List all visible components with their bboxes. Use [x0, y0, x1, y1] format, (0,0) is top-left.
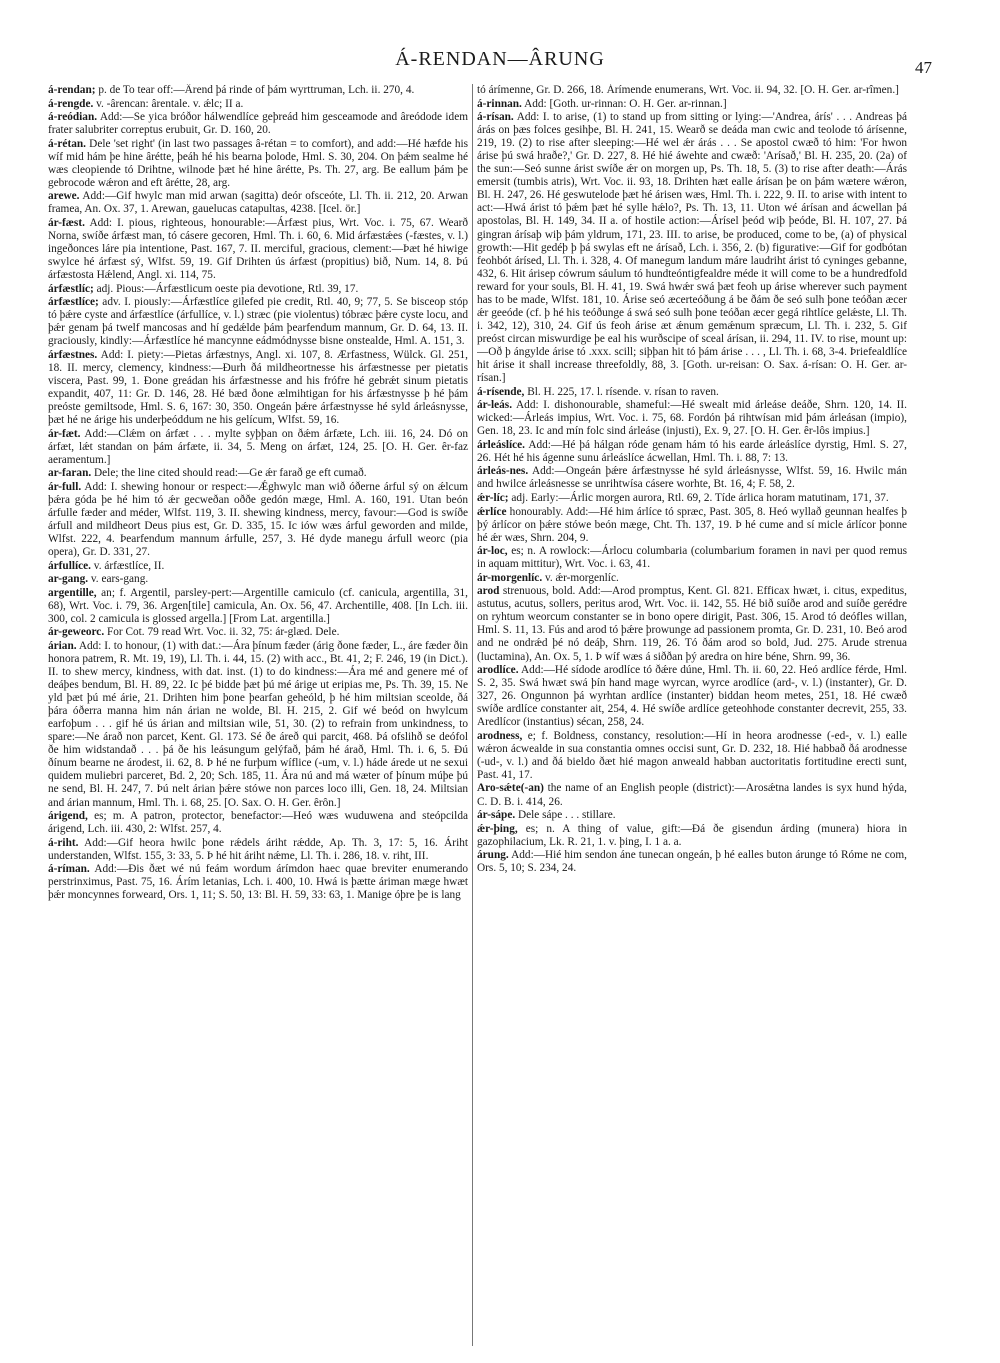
entry-text: e; f. Boldness, constancy, resolution:—Hí in heora arodnesse (-ed-, v. l.) ealle wǽron ácwealde in sua constantia omnes occisi sunt, Gr. D. 232, 18. Hié habbað ðá arodnesse (-ud-, v. l.) and ðá bieldo ðæt hié magon anweald habban auctoritatis fortitudine erecti sunt, Past. 41, 17.: [477, 729, 907, 781]
dictionary-entry: [48, 296, 468, 348]
dictionary-entry: [477, 545, 907, 571]
dictionary-entry: [48, 98, 468, 111]
entry-headword: ǽr-þing,: [477, 822, 518, 835]
entry-headword: arod: [477, 585, 500, 598]
entry-text: es; n. A thing of value, gift:—Ðá ðe gisendun árding (munera) hiora in gazophilacium, Lk. R. 21, 1. v. þing, I. 1 a. a.: [477, 822, 907, 848]
entry-headword: ar-gang.: [48, 573, 89, 586]
entry-text: Add:—Hé þá hálgan róde genam hám tó his earde árleáslíce dyrstig, Hml. S. 27, 26. Hét hé his ágenne sunu árleáslíce ácwellan, Hml. Th. i. 88, 7: 13.: [477, 438, 907, 464]
dictionary-entry: [48, 84, 468, 97]
entry-headword: árfæstnes.: [48, 348, 98, 361]
dictionary-entry: [477, 399, 907, 438]
entry-headword: á-rísan.: [477, 111, 514, 124]
entry-text: Add:—Clǽm on árfæt . . . mylte syþþan on ðǽm árfæte, Lch. iii. 16, 24. Dó on árfæt, lǽt standan on þám árfæte, ii. 34, 5. Meng on árfæt, 124, 25. [O. H. Ger. êr-faz aeramentum.]: [48, 427, 468, 466]
entry-text: Bl. H. 225, 17. l. rísende. v. rísan to raven.: [524, 385, 719, 398]
dictionary-entry: [48, 573, 468, 586]
entry-text: Add: I. to honour, (1) with dat.:—Ára þínum fæder (árig ðone fæder, L., áre fæder ðin honora patrem, R. Mt. 19, 19), Ll. Th. i. 44, 15. (2) with acc., Bt. 41, 2; F. 246, 19 (in Dict.). II. to shew mercy, kindness, with dat. inst. (1) to do kindness:—Ára mé and genere mé of deáþes bendum, Bl. H. 89, 22. Ic þé bidde þæt þú mé árige ut eripias me, Ps. Th. 39, 15. Ne yld þæt þú mé árie, 21. Drihten him þone þearfan geheóld, þ hé him miltsian sceolde, ðá þára óðerra manna him nán árian ne wolde, Bl. H. 215, 2. Gif wé beód on hwylcum earfoþum . . . gif hé ús árian and miltsian wile, 51, 30. (2) to refrain from unkindness, to spare:—Ne árað non parcet, Kent. Gl. 173. Sé ðe áreð qui parcit, 468. Þá ofslihð se deófol ðe him widstandað . . . þá ðe his leásungum gelýfað, þám hé árað, Hml. Th. i. 6, 5. Ðú ðínum bearne ne árodest, ii. 62, 8. Þ hé ne furþum wíflice (-um, v. l.) háde árede ut ne sexui quidem muliebri parceret, Bd. 2, 20; Sch. 185, 11. Ára nú and má wæter of þínum múþe þú ne send, Bl. H. 247, 7. Þú nelt árian þǽre stówe non parces loco illi, Gen. 18, 24. Miltsian and árian mannum, Hml. Th. i. 68, 25. [O. Sax. O. H. Ger. êrôn.]: [48, 639, 468, 809]
dictionary-entry: [477, 439, 907, 465]
dictionary-entry: [477, 506, 907, 545]
dictionary-entry: [477, 572, 907, 585]
entry-headword: arewe.: [48, 190, 80, 203]
dictionary-entry: [477, 585, 907, 663]
entry-text: es; m. A patron, protector, benefactor:—Heó wæs wuduwena and steópcilda árigend, Lch. iii. 430, 2: Wlfst. 257, 4.: [48, 810, 468, 836]
entry-text: Add:—Ongeán þǽre árfæstnysse hé syld árleásnysse, Wlfst. 59, 16. Hwilc mán and hwilce árleásnesse se unrihtwísa cásere worhte, Bt. 16, 4; F. 58, 2.: [477, 465, 907, 491]
entry-headword: árian.: [48, 639, 77, 652]
entry-headword: árfullíce.: [48, 559, 91, 572]
entry-text: v. ears-gang.: [88, 573, 149, 586]
dictionary-entry: [48, 640, 468, 810]
entry-headword: Aro-sǽte(-an): [477, 782, 544, 795]
entry-headword: ár-geweorc.: [48, 626, 105, 639]
entry-headword: ár-fæst.: [48, 216, 85, 229]
entry-text: Add: I. pious, righteous, honourable:—Árfæst pius, Wrt. Voc. i. 75, 67. Wearð Norna, swíðe árfæst man, tó cásere gecoren, Hml. Th. i. 60, 6. Mid árfæstǽes (-fæstes, v. l.) ingeðonces láre pia intentione, Past. 167, 7. II. merciful, gracious, clement:—Þæt hé hiwige swylce hé árfæst sý, Wlfst. 59, 19. Gif Drihten ús árfæst (propitius) bið, Num. 14, 8. Þú árfæstosta Hǽlend, Angl. xi. 114, 75.: [48, 216, 468, 282]
dictionary-entry: [477, 111, 907, 385]
entry-text: v. ǽr-morgenlíc.: [542, 571, 619, 584]
entry-headword: argentille,: [48, 586, 97, 599]
dictionary-entry: [48, 481, 468, 559]
dictionary-entry: [48, 138, 468, 190]
running-head: Á-RENDAN—ÂRUNG: [395, 48, 605, 70]
dictionary-entry: [477, 98, 907, 111]
entry-headword: ar-faran.: [48, 467, 92, 480]
entry-text: tó árímenne, Gr. D. 266, 18. Árímende enumerans, Wrt. Voc. ii. 94, 32. [O. H. Ger. ar-rîmen.]: [477, 84, 899, 96]
entry-headword: arodlíce.: [477, 664, 519, 677]
entry-text: honourably. Add:—Hé him árlíce tó spræc, Past. 305, 8. Heó wyllað geunnan healfes þ þý árlícor on þǽre stówe beón mæge, Cht. Th. 137, 19. Þ hé cume and sí micle árlícor þonne hé ǽr wæs, Shrn. 204, 9.: [477, 505, 907, 544]
entry-text: Dele; the line cited should read:—Ge ǽr farað ge eft cumað.: [91, 467, 367, 480]
entry-headword: á-rengde.: [48, 97, 94, 110]
dictionary-entry: [48, 810, 468, 836]
entry-headword: á-reódian.: [48, 111, 98, 124]
entry-text: Add:—Gif heora hwilc þone rǽdels áriht rǽdde, Ap. Th. 3, 17: 5, 16. Áriht understanden, Wlfst. 155, 3: 33, 5. Þ hé hit áriht nǽme, Ll. Th. i. 286, 18. v. riht, III.: [48, 836, 468, 862]
entry-text: Add:—Gif hwylc man mid arwan (sagitta) deór ofsceóte, Ll. Th. ii. 212, 20. Arwan framea, An. Ox. 37, 1. Arewan, gauelucas catapultas, 4238. [Icel. ör.]: [48, 190, 468, 216]
entry-text: Add: I. dishonourable, shameful:—Hé swealt mid árleáse deáðe, Shrn. 120, 14. II. wicked:—Árleás impius, Wrt. Voc. i. 75, 68. Fordón þá rihtwísan mid þám árleásan (impio), Gen. 18, 23. Ic and mín folc sind árleáse (injusti), Ex. 9, 27. [O. H. Ger. êr-lôs impius.]: [477, 399, 907, 438]
entry-headword: ár-morgenlíc.: [477, 571, 543, 584]
entry-text: v. árfæstlíce, II.: [90, 559, 165, 572]
entry-headword: árung.: [477, 849, 509, 862]
entry-headword: ǽrlíce: [477, 505, 507, 518]
dictionary-entry: [477, 849, 907, 875]
dictionary-entry: [48, 587, 468, 626]
entry-headword: ár-fæt.: [48, 427, 81, 440]
dictionary-entry: [477, 492, 907, 505]
entry-headword: ár-full.: [48, 480, 82, 493]
entry-headword: arodness,: [477, 729, 523, 742]
entry-text: Dele 'set right' (in last two passages â-rétan = to comfort), and add:—Hé hæfde his wíf mid hám þe hine ârétte, þeáh hé his bearna þolode, Hml. S. 30, 204. On þǽm sealme hé wæs cleopiende tó Drihtne, wilnode þæt hé hine ârétte, Ps. Th. 27, arg. Be eallum þám þe gebrocode wǽron and eft ârétte, 28, arg.: [48, 137, 468, 189]
entry-headword: á-riht.: [48, 836, 79, 849]
entry-text: Add:—Hé sídode arodlíce tó ðǽre dúne, Hml. Th. ii. 60, 22. Heó ardlíce férde, Hml. S. 2, 35. Swá hwæt swá þín hand mage wyrcan, wyrce arodlíce (ard-, v. l.) (instanter), Gr. D. 327, 26. Ongunnon þá wyrhtan ardlíce (instanter) biddan heom metes, 251, 18. Hé cwæð swíðe ardlíce constanter ait, 254, 4. Hé swíðe ardlíce geteohhode constanter decrevit, 255, 33. Aredlícor (instantius) sécan, 258, 24.: [477, 664, 907, 729]
entry-text: an; f. Argentil, parsley-pert:—Argentille camiculo (cf. canicula, argentilla, 31, 68), Wrt. Voc. i. 79, 36. Argen[tile] camicula, An. Ox. 56, 47. Archentille, 408. [In Lch. iii. 300, col. 2 camicula is glossed argella.] [From Lat. argentilla.]: [48, 586, 468, 625]
entry-text: Add: I. to arise, (1) to stand up from sitting or lying:—'Andrea, árís' . . . Andreas þá árás on þæs folces gesihþe, Bl. H. 241, 15. Wearð se deáda man cwic and teolode tó árísenne, 219, 19. (2) to rise after sleeping:—Hé wel ǽr árás . . . Se apostol cwæð tó him: 'For hwon árise þú swá hraðe?,' Gr. D. 227, 8. Hé hié áwehte and cwæð: 'Arísað,' Bl. H. 235, 20. (2a) of the sun:—Seó sunne árist swíðe ǽr on morgen up, Ps. Th. 18, 5. (3) to rise after death:—Árás emersit (tumbis atris), Wrt. Voc. ii. 93, 18. Drihten hæt ealle árísan þe on þám wætere wǽron, Bl. H. 247, 26. Hé geswutelode þæt hé árisen wæs, Hml. Th. i. 222, 9. II. to arise with intent to act:—Hwá árist tó þǽm þæt hé sylle hǽlo?, Ps. Th. 13, 11. Uton wé árísan and ácwellan þá apostolas, Bl. H. 149, 34. II a. of hostile action:—Árísel þeód wiþ þeóde, Bl. H. 107, 27. Þá gingran árísaþ wiþ þám yldrum, 171, 23. III. to arise, be produced, come to be, (a) of physical growth:—Hit gedéþ þ þá swylas eft ne árísað, Lch. i. 356, 2. (b) figurative:—Gif for godbótan feohbót árísed, Ll. Th. i. 328, 4. Of manegum landum máre laudriht árist tó cyninges gebanne, 432, 6. Hit árisep cówrum sáulum tó hundteóntigfealdre méde it will come to be a hundredfold reward for your souls, Bl. H. 41, 19. Swá hwǽr swá þæt feoh up árise wherever such payment has to be made, Wlfst. 181, 10. Árise seó æcerteóðung á be ðám ðe seó sulh þone teóðan æcer ǽr geeóde (cf. þ hé his teóðunge á swá seó sulh þone teóðan æcer gegá rihtlíce gelǽste, Ll. Th. i. 342, 12), 310, 24. Gif ús feoh árise æt ǽnum gemǽnum spræcum, Ll. Th. i. 232, 5. Gif preóst circan miswurdige þe eal his wurðscipe of sceal árísan, ii. 294, 11. IV. to rise, mount up:—Oð þ ángylde árise tó .xxx. scill; siþþan hit tó þám árise . . . , Ll. Th. i. 68, 3-4. Þriefealdlíce hit árise it shall increase threefoldly, 88, 3. [Goth. ur-reisan: O. Sax. á-rísan: O. H. Ger. ar-rísan.]: [477, 111, 907, 385]
column-divider: [472, 84, 473, 1346]
entry-text: Add: I. piety:—Pietas árfæstnys, Angl. xi. 107, 8. Ærfastness, Wülck. Gl. 251, 18. II. mercy, clemency, kindness:—Ðurh ðá mildheortnesse his árfæstnesse per pietatis viscera, Past. 99, 1. Ðone greádan his árfæstnesse and his frófre hé gebrǽt sinum pietatis expandit, 407, 11: Gr. D. 146, 28. Hé bæd ðone ælmihtigan for his árfæstnysse þ hé þám preóste gemiltsode, Hml. S. 6, 167: 30, 350. Ongeán þǽre árfæstnysse hé syld árleásnysse, þæt hé ne árige his underþeóddum ne his gelícum, Wlfst. 59, 16.: [48, 348, 468, 427]
entry-headword: á-rendan;: [48, 84, 96, 96]
dictionary-entry: [477, 823, 907, 849]
entry-headword: á-rinnan.: [477, 97, 522, 110]
dictionary-entry: [48, 428, 468, 467]
entry-text: adj. Pious:—Árfæstlicum oeste pia devotione, Rtl. 39, 17.: [93, 282, 359, 295]
dictionary-entry: [477, 465, 907, 491]
dictionary-entry: [477, 386, 907, 399]
dictionary-entry: [477, 84, 907, 97]
entry-headword: á-rísende,: [477, 385, 525, 398]
dictionary-entry: [48, 190, 468, 216]
entry-headword: ár-leás.: [477, 399, 513, 412]
dictionary-entry: [477, 664, 907, 729]
entry-headword: á-ríman.: [48, 863, 90, 876]
dictionary-entry: [48, 349, 468, 427]
dictionary-entry: [48, 560, 468, 573]
dictionary-entry: [48, 863, 468, 902]
entry-text: Add: [Goth. ur-rinnan: O. H. Ger. ar-rinnan.]: [521, 97, 727, 110]
entry-headword: á-rétan.: [48, 137, 86, 150]
entry-text: v. -ârencan: ârentale. v. ǽlc; II a.: [93, 97, 244, 110]
entry-text: Add:—Se yica bróðor hálwendlíce geþreád him gesceamode and âreódode idem frater salubriter correptus erubuit, Gr. D. 160, 20.: [48, 111, 468, 137]
entry-text: es; n. A rowlock:—Árlocu columbaria (columbarium foramen in navi per quod remus in aquam mittitur), Wrt. Voc. i. 63, 41.: [477, 545, 907, 571]
entry-headword: ár-loc,: [477, 545, 508, 558]
left-column: [48, 84, 468, 1346]
entry-headword: ár-sápe.: [477, 809, 516, 822]
entry-headword: árfæstlíce;: [48, 296, 99, 309]
right-column: [477, 84, 907, 1346]
entry-text: Add:—Ðis ðæt wé nú feám wordum árímdon haec quae breviter enumerando perstrinximus, Past. 75, 16. Árím letanias, Lch. i. 400, 10. Hwá is þætte áriman mæge hwæt þǽr moncynnes forweard, Ors. 1, 11; S. 50, 13: Bl. H. 59, 33: 63, 1. Manige óþre þe is lang: [48, 863, 468, 902]
page-number: 47: [915, 58, 932, 77]
dictionary-entry: [48, 217, 468, 282]
entry-text: Add:—Hié him sendon áne tunecan ongeán, þ hé ealles buton árunge tó Róme ne com, Ors. 5, 10; S. 234, 24.: [477, 849, 907, 875]
entry-headword: árleás-nes.: [477, 465, 529, 478]
entry-text: p. de To tear off:—Ârend þá rinde of þám wyrttruman, Lch. ii. 270, 4.: [95, 84, 415, 96]
entry-text: strenuous, bold. Add:—Arod promptus, Kent. Gl. 821. Efficax hwæt, i. citus, expeditus, astutus, acutus, sollers, peritus arod, Wrt. Voc. ii. 142, 55. Hé bið suíðe arod and suíðe gerédre on ryhtum weorcum constanter se in bono opere dirigit, Past. 306, 15. Arod tó deófles willan, Hml. S. 11, 13. Fús and arod tó þǽre þrowunge ad passionem promta, Gr. D. 231, 10. Beó arod and ne ondrǽd þé nó deáþ, Shrn. 119, 26. Tó ðám arod so bold, Jud. 275. Arude strenua (luctamina), An. Ox. 5, 1. Þ wíf wæs á siððan þý aredra on hire béne, Shrn. 99, 36.: [477, 585, 907, 663]
entry-text: adv. I. piously:—Árfæstlíce gilefed pie credit, Rtl. 40, 9; 77, 5. Se bisceop stóp tó þǽre cyste and árfæstlíce (árfullíce, v. l.) stræc (pie violentus) tóbræc þǽre cyste locu, and þǽr genam þá twelf mancosas and hí gedǽlde þám þearfendum mannum, Gr. D. 64, 13. II. graciously, kindly:—Árfæstlíce hé mancynne eádmódnysse bisne onstealde, Hml. A. 151, 3.: [48, 296, 468, 348]
entry-text: the name of an English people (district):—Arosǽtna landes is syx hund hýda, C. D. B. i. 414, 26.: [477, 782, 907, 808]
entry-headword: árleáslíce.: [477, 438, 525, 451]
dictionary-entry: [48, 626, 468, 639]
entry-text: Add: I. shewing honour or respect:—Ǽghwylc man wið óðerne árful sý on ǽlcum þǽra góda þe hé him tó ǽr gecweðan oððe gedón mæge, Hml. A. 160, 191. Utan beón árfulle fæder and méder, Wlfst. 119, 3. II. shewing kindness, mercy, favour:—God is swíðe árfull and mildheort Deus pius est, Gr. D. 335, 15. Ic iów wæs árful geworden and milde, Wlfst. 222, 4. Þearfendum mannum árfulle, 257, 3. Hé dyde manegu árfull weorc (pia opera), Gr. D. 331, 27.: [48, 480, 468, 559]
entry-headword: árfæstlíc;: [48, 282, 94, 295]
dictionary-entry: [477, 730, 907, 782]
dictionary-entry: [477, 809, 907, 822]
dictionary-entry: [48, 467, 468, 480]
entry-text: Dele sápe . . . stillare.: [515, 809, 616, 822]
dictionary-entry: [48, 111, 468, 137]
entry-text: adj. Early:—Árlic morgen aurora, Rtl. 69, 2. Tíde árlica horam matutinam, 171, 37.: [508, 491, 889, 504]
dictionary-entry: [48, 283, 468, 296]
entry-headword: árigend,: [48, 810, 88, 823]
dictionary-entry: [477, 782, 907, 808]
dictionary-entry: [48, 837, 468, 863]
entry-headword: ǽr-líc;: [477, 491, 509, 504]
entry-text: For Cot. 79 read Wrt. Voc. ii. 32, 75: ár-glæd. Dele.: [104, 626, 340, 639]
